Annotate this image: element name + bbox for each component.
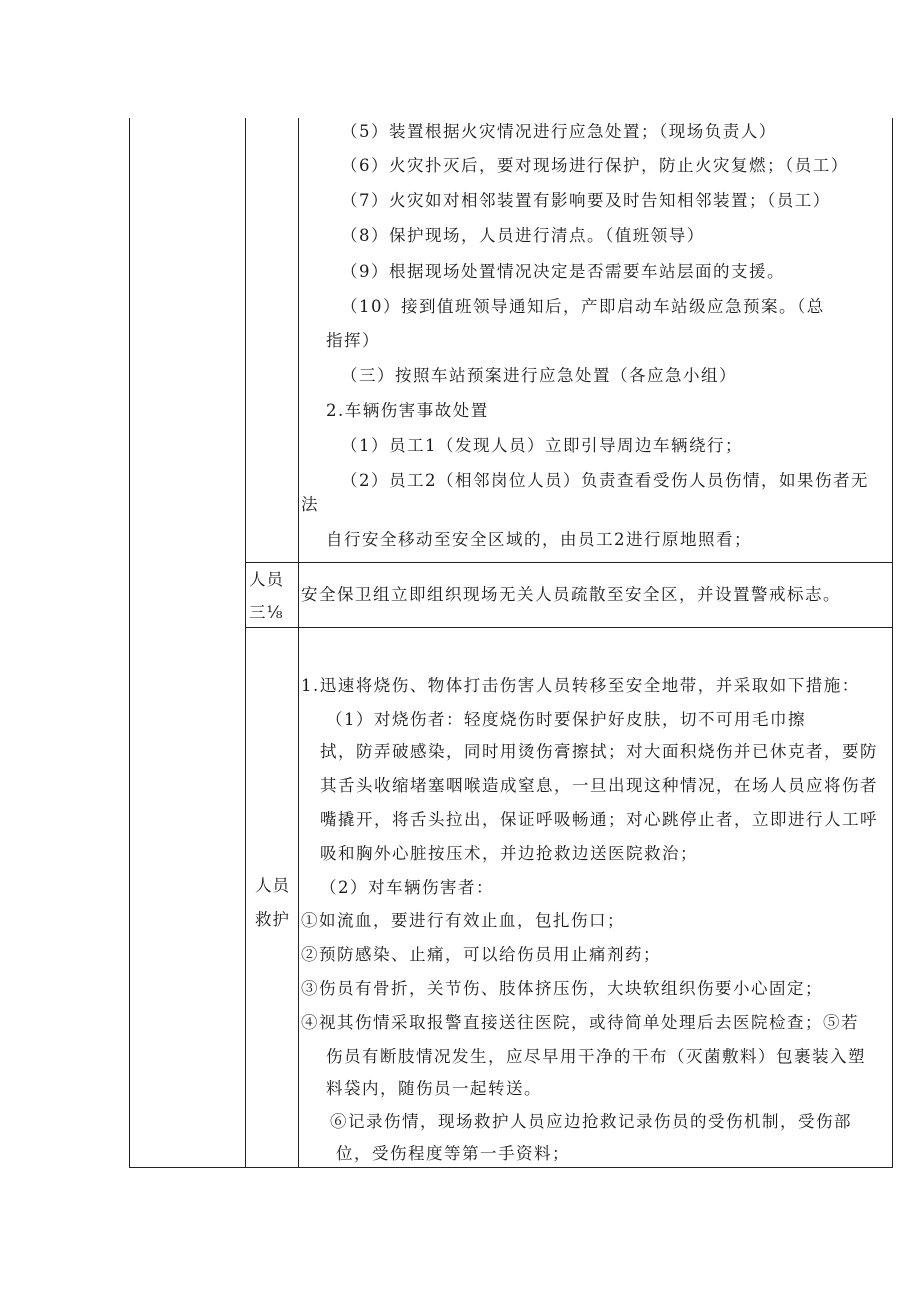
vehicle-step-2-continued: 自行安全移动至安全区域的，由员工2进行原地照看； — [326, 530, 752, 549]
vehicle-victim-heading: （2）对车辆伤害者： — [320, 878, 494, 897]
burn-care-line3: 其舌头收缩堵塞咽喉造成窒息，一旦出现这种情况，在场人员应将伤者 — [320, 776, 878, 795]
bleeding-step: ①如流血，要进行有效止血，包扎伤口； — [301, 911, 625, 930]
amputation-step-line3: 料袋内，随伤员一起转送。 — [326, 1079, 542, 1098]
transport-step: ④视其伤情采取报警直接送往医院，或待简单处理后去医院检查；⑤若 — [301, 1013, 859, 1032]
evacuation-label-line1: 人员 — [249, 570, 284, 589]
infection-step: ②预防感染、止痛，可以给伤员用止痛剂药； — [301, 945, 661, 964]
rescue-label-line1: 人员 — [255, 876, 290, 895]
step-5: （5）装置根据火灾情况进行应急处置；（现场负责人） — [341, 122, 777, 141]
burn-care-line4: 嘴撬开，将舌头拉出，保证呼吸畅通；对心跳停止者，立即进行人工呼 — [320, 810, 878, 829]
step-6: （6）火灾扑灭后，要对现场进行保护，防止火灾复燃；（员工） — [341, 156, 849, 175]
evacuation-text: 安全保卫组立即组织现场无关人员疏散至安全区，并设置警戒标志。 — [301, 585, 841, 604]
rescue-label-line2: 救护 — [255, 910, 290, 929]
record-step: ⑥记录伤情，现场救护人员应边抢救记录伤员的受伤机制，受伤部 — [330, 1112, 852, 1131]
step-8: （8）保护现场，人员进行清点。（值班领导） — [341, 226, 705, 245]
step-7: （7）火灾如对相邻装置有影响要及时告知相邻装置；（员工） — [341, 191, 831, 210]
burn-care-step: （1）对烧伤者：轻度烧伤时要保护好皮肤，切不可用毛巾擦 — [326, 710, 806, 729]
vehicle-step-2: （2）员工2（相邻岗位人员）负责查看受伤人员伤情，如果伤者无 — [341, 471, 869, 490]
fracture-step: ③伤员有骨折，关节伤、肢体挤压伤，大块软组织伤要小心固定； — [301, 979, 823, 998]
row-divider-1 — [245, 562, 893, 563]
step-9: （9）根据现场处置情况决定是否需要车站层面的支援。 — [341, 262, 785, 281]
evacuation-label-line2: 三⅛ — [249, 603, 284, 622]
burn-care-line2: 拭，防弄破感染，同时用烫伤膏擦拭；对大面积烧伤并已休克者，要防 — [320, 742, 878, 761]
step-10: （10）接到值班领导通知后，产即启动车站级应急预案。（总 — [341, 297, 825, 316]
burn-care-line5: 吸和胸外心脏按压术，并边抢救边送医院救治； — [320, 844, 698, 863]
column-divider-2 — [298, 118, 299, 1168]
station-plan-heading: （三）按照车站预案进行应急处置（各应急小组） — [341, 366, 737, 385]
record-step-continued: 位，受伤程度等第一手资料； — [336, 1144, 570, 1163]
amputation-step-line2: 伤员有断肢情况发生，应尽早用干净的干布（灭菌敷料）包裹装入塑 — [326, 1047, 866, 1066]
row-divider-2 — [245, 627, 893, 628]
vehicle-injury-heading: 2.车辆伤害事故处置 — [326, 401, 489, 420]
table-right-border — [892, 118, 893, 1168]
step-10-continued: 指挥） — [326, 331, 380, 350]
rescue-intro: 1.迅速将烧伤、物体打击伤害人员转移至安全地带，并采取如下措施： — [301, 676, 860, 695]
vehicle-step-1: （1）员工1（发现人员）立即引导周边车辆绕行； — [341, 436, 743, 455]
column-divider-1 — [245, 118, 246, 1168]
table-left-border — [129, 118, 130, 1168]
table-bottom-border — [129, 1167, 893, 1168]
vehicle-step-2-wrap: 法 — [301, 495, 319, 514]
